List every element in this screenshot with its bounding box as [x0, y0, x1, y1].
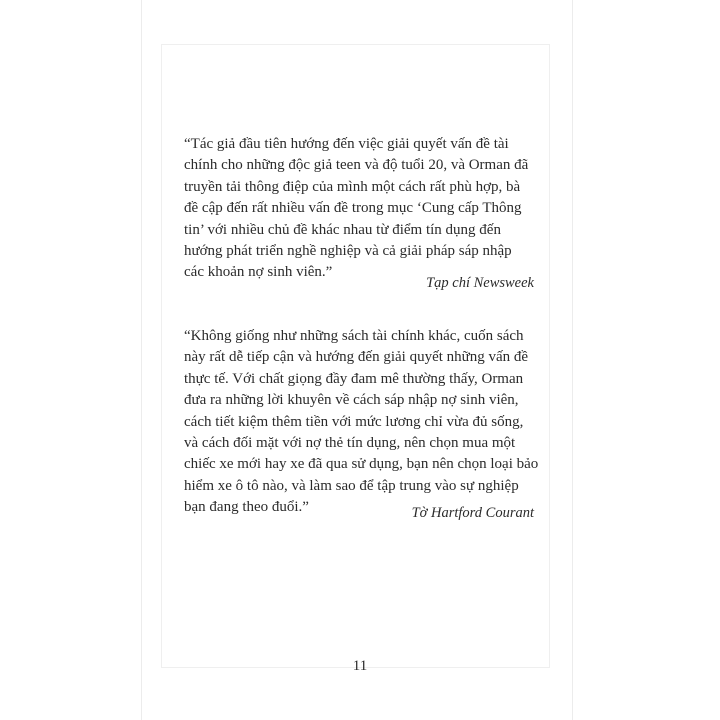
review-quote-newsweek [184, 134, 530, 284]
quote-line: chính cho những độc giả teen và độ tuổi 20, và Orman đã [184, 157, 529, 174]
quote-line: và cách đối mặt với nợ thẻ tín dụng, nên chọn mua một [184, 435, 516, 452]
quote-line: “Không giống như những sách tài chính khác, cuốn sách [184, 328, 524, 344]
quote-line: hướng phát triển nghề nghiệp và cả giải pháp sáp nhập [184, 243, 512, 260]
review-quote-hartford-courant [184, 326, 539, 519]
quote-line: đưa ra những lời khuyên về cách sáp nhập nợ sinh viên, [184, 392, 519, 409]
quote-line: “Tác giả đầu tiên hướng đến việc giải quyết vấn đề tài [184, 136, 509, 152]
quote-line: các khoản nợ sinh viên.” [184, 264, 333, 281]
quote-line: chiếc xe mới hay xe đã qua sử dụng, bạn nên chọn loại bảo [184, 456, 539, 473]
attribution-hartford-courant: Tờ Hartford Courant [411, 505, 534, 521]
quote-line: này rất dễ tiếp cận và hướng đến giải quyết những vấn đề [184, 349, 529, 366]
quote-line: tin’ với nhiều chủ đề khác nhau từ điểm tín dụng đến [184, 221, 501, 238]
page-number: 11 [352, 658, 368, 674]
attribution-newsweek: Tạp chí Newsweek [426, 275, 534, 291]
quote-line: truyền tải thông điệp của mình một cách rất phù hợp, bà [184, 178, 521, 195]
quote-line: bạn đang theo đuổi.” [184, 499, 309, 516]
quote-line: cách tiết kiệm thêm tiền với mức lương chỉ vừa đủ sống, [184, 413, 524, 430]
quote-line: đề cập đến rất nhiều vấn đề trong mục ‘Cung cấp Thông [184, 200, 522, 217]
quote-line: hiểm xe ô tô nào, và làm sao để tập trung vào sự nghiệp [184, 477, 519, 494]
quote-line: thực tế. Với chất giọng đầy đam mê thường thấy, Orman [184, 370, 524, 387]
